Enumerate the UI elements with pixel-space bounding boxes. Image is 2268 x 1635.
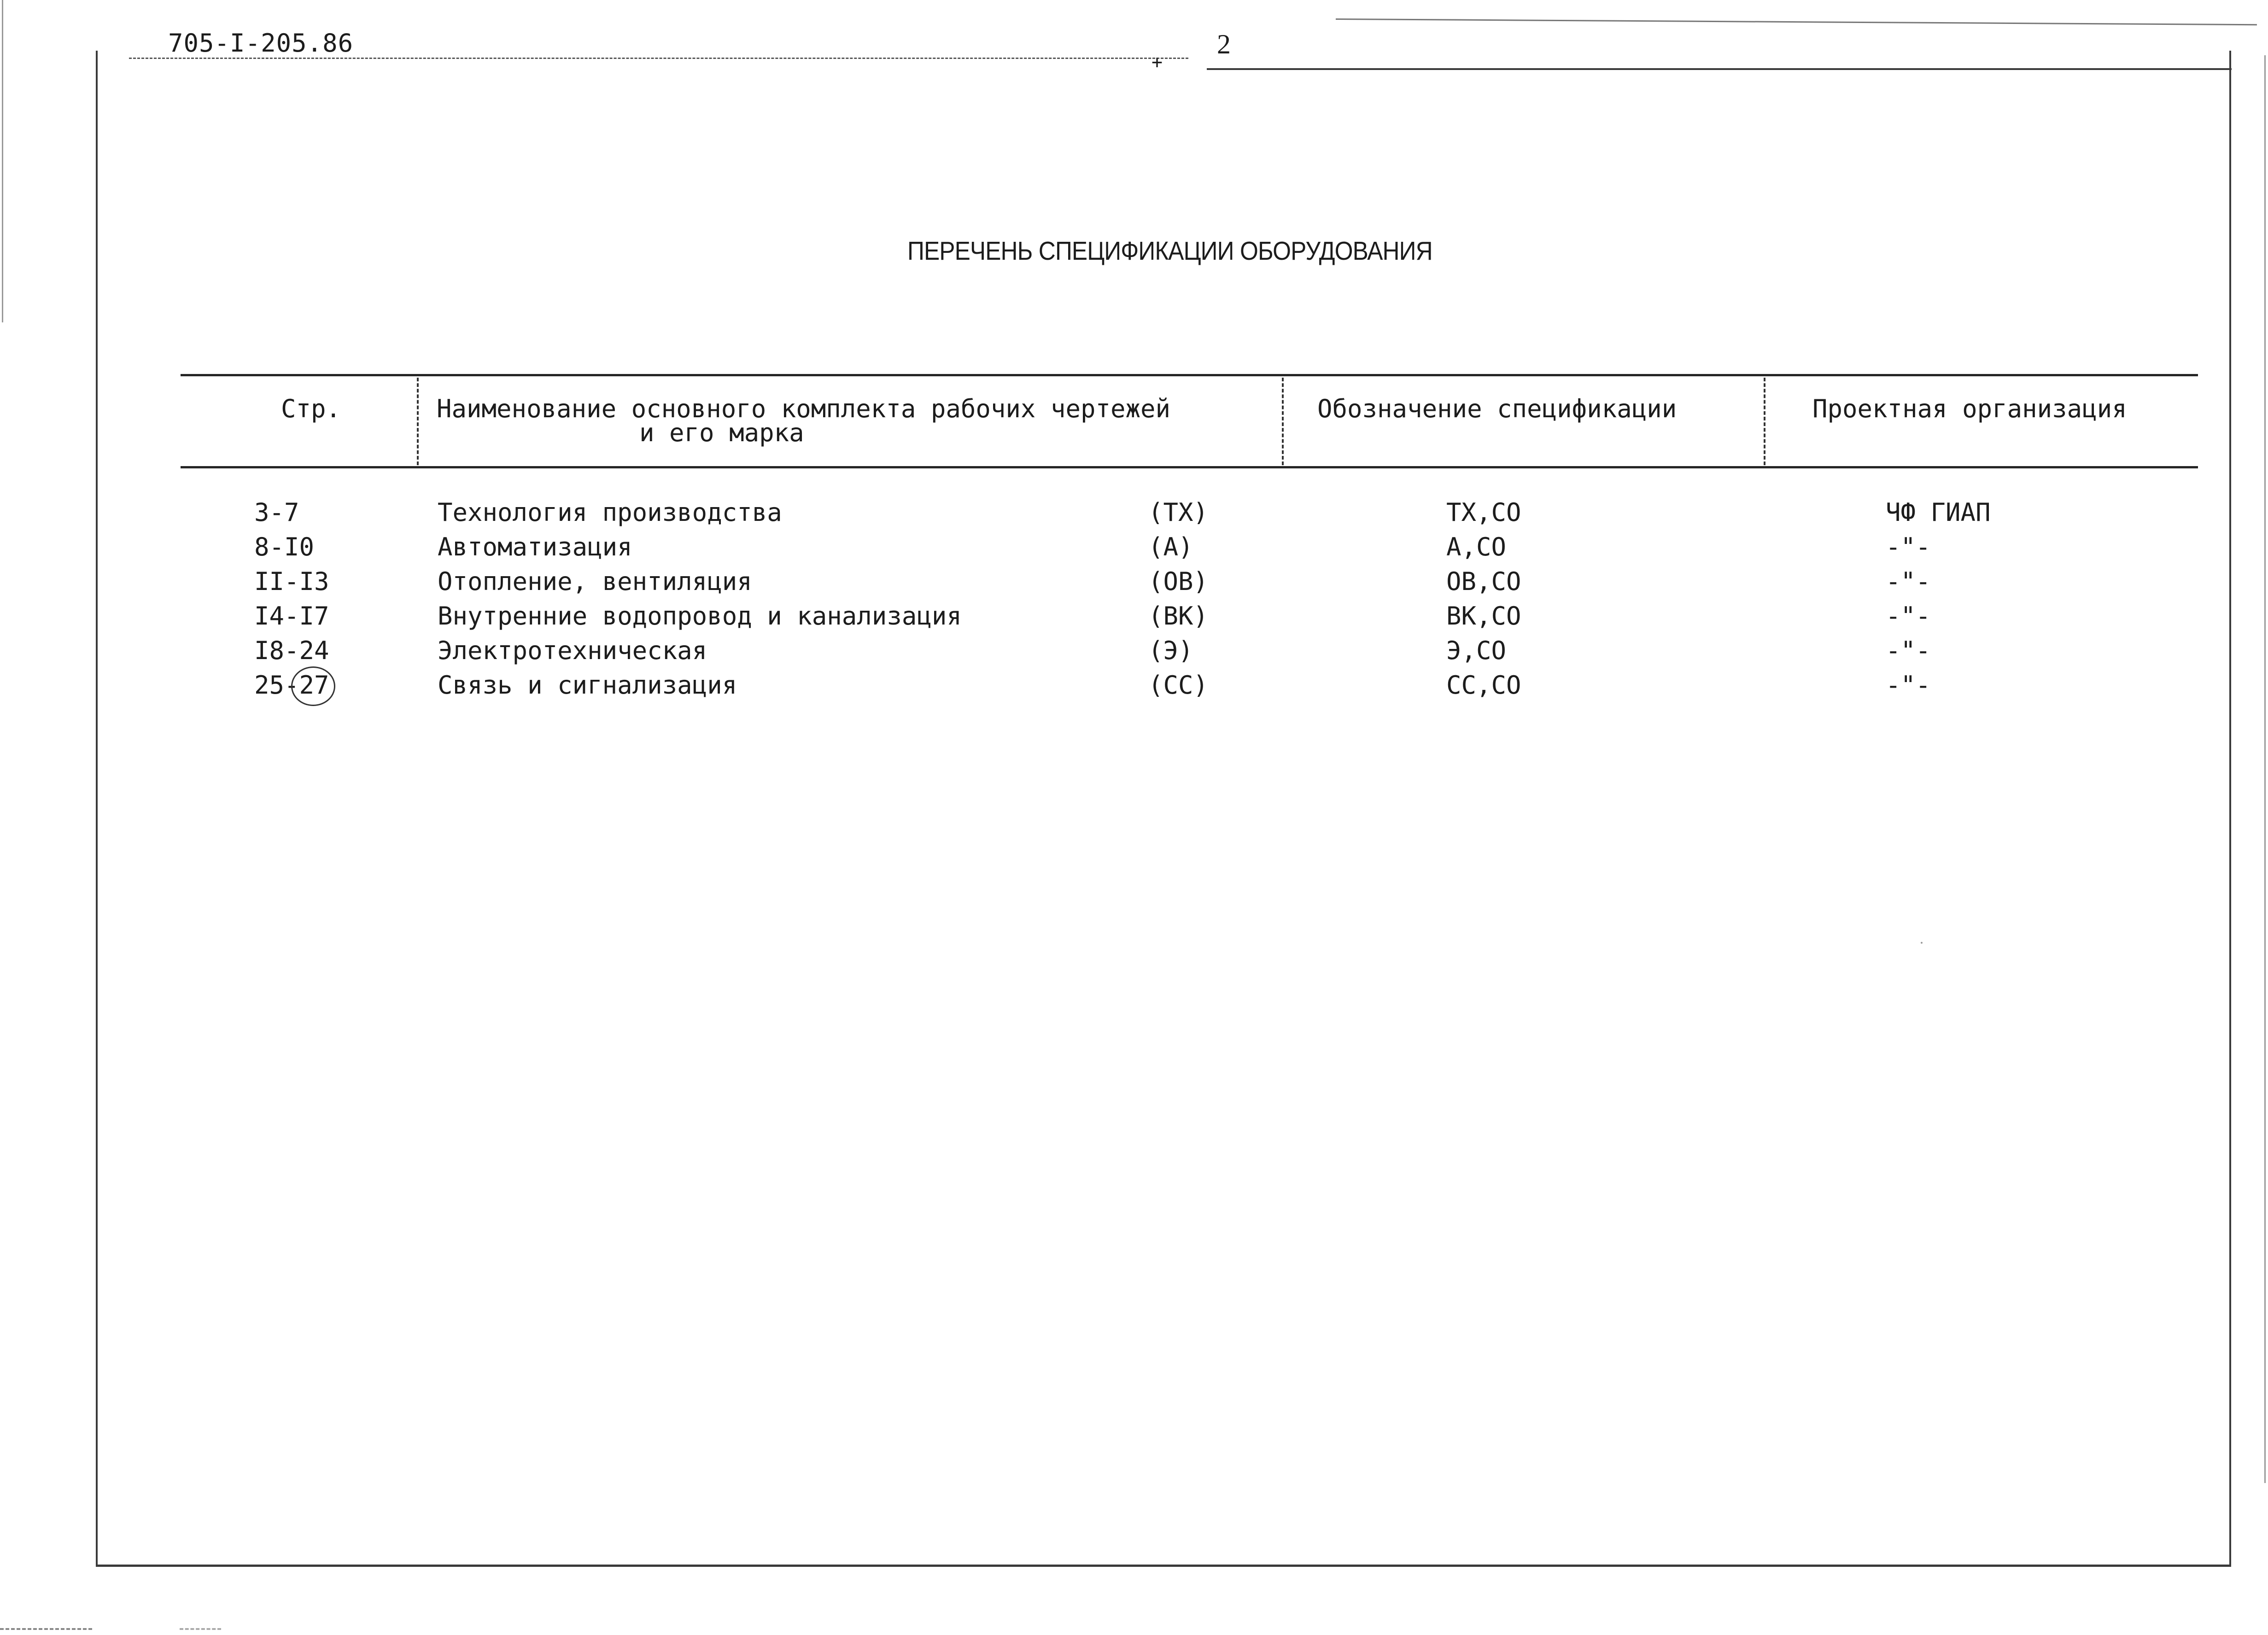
- table-cell-spec: Э,СО: [1446, 636, 1507, 665]
- table-cell-name: Отопление, вентиляция: [438, 567, 752, 596]
- bottom-edge-mark: [0, 1628, 92, 1630]
- header-rule: [129, 58, 1188, 59]
- table-cell-page: 25-27: [254, 671, 329, 700]
- column-header-name: Наименование основного комплекта рабочих чертежей: [437, 394, 1171, 423]
- scan-dot: [1921, 942, 1923, 944]
- sheet-frame-top: [1207, 68, 2232, 70]
- table-cell-page: I8-24: [254, 636, 329, 665]
- table-top-rule: [181, 374, 2198, 376]
- table-cell-spec: ВК,СО: [1446, 601, 1521, 631]
- top-edge-line: [1336, 18, 2257, 25]
- table-cell-spec: СС,СО: [1446, 671, 1521, 700]
- table-header-rule: [181, 466, 2198, 468]
- table-cell-name: Связь и сигнализация: [438, 671, 737, 700]
- table-cell-name: Внутренние водопровод и канализация: [438, 601, 962, 631]
- table-cell-spec: ОВ,СО: [1446, 567, 1521, 596]
- table-cell-org: ЧФ ГИАП: [1886, 498, 1991, 527]
- document-title: ПЕРЕЧЕНЬ СПЕЦИФИКАЦИИ ОБОРУДОВАНИЯ: [907, 236, 1432, 266]
- right-margin-line: [2264, 55, 2266, 1483]
- left-margin-line: [2, 0, 3, 322]
- table-cell-spec: А,СО: [1446, 532, 1507, 561]
- table-cell-name: Автоматизация: [438, 532, 632, 561]
- column-header-spec: Обозначение спецификации: [1317, 394, 1677, 423]
- table-cell-page: 3-7: [254, 498, 299, 527]
- document-code: 705-I-205.86: [168, 29, 354, 58]
- table-cell-mark: (ОВ): [1148, 567, 1209, 596]
- table-cell-page: I4-I7: [254, 601, 329, 631]
- page-number: 2: [1217, 29, 1231, 59]
- table-cell-org: -"-: [1886, 567, 1931, 596]
- table-cell-mark: (Э): [1148, 636, 1193, 665]
- table-cell-org: -"-: [1886, 671, 1931, 700]
- column-header-page: Стр.: [281, 394, 341, 423]
- handwritten-circle-mark: [291, 666, 335, 706]
- table-cell-page: II-I3: [254, 567, 329, 596]
- table-cell-name: Технология производства: [438, 498, 782, 527]
- column-separator: [1764, 378, 1765, 465]
- column-header-name-line2: и его марка: [639, 418, 804, 447]
- table-cell-org: -"-: [1886, 601, 1931, 631]
- table-cell-mark: (А): [1148, 532, 1193, 561]
- table-cell-org: -"-: [1886, 532, 1931, 561]
- column-separator: [1282, 378, 1284, 465]
- column-separator: [417, 378, 419, 465]
- table-cell-page: 8-I0: [254, 532, 315, 561]
- table-cell-mark: (СС): [1148, 671, 1209, 700]
- table-cell-name: Электротехническая: [438, 636, 707, 665]
- sheet-frame: [96, 51, 2231, 1567]
- table-cell-mark: (ТХ): [1148, 498, 1209, 527]
- table-cell-mark: (ВК): [1148, 601, 1209, 631]
- header-tick-mark: +: [1152, 52, 1163, 73]
- table-cell-org: -"-: [1886, 636, 1931, 665]
- table-cell-spec: ТХ,СО: [1446, 498, 1521, 527]
- column-header-org: Проектная организация: [1812, 394, 2127, 423]
- bottom-edge-mark: [180, 1628, 221, 1630]
